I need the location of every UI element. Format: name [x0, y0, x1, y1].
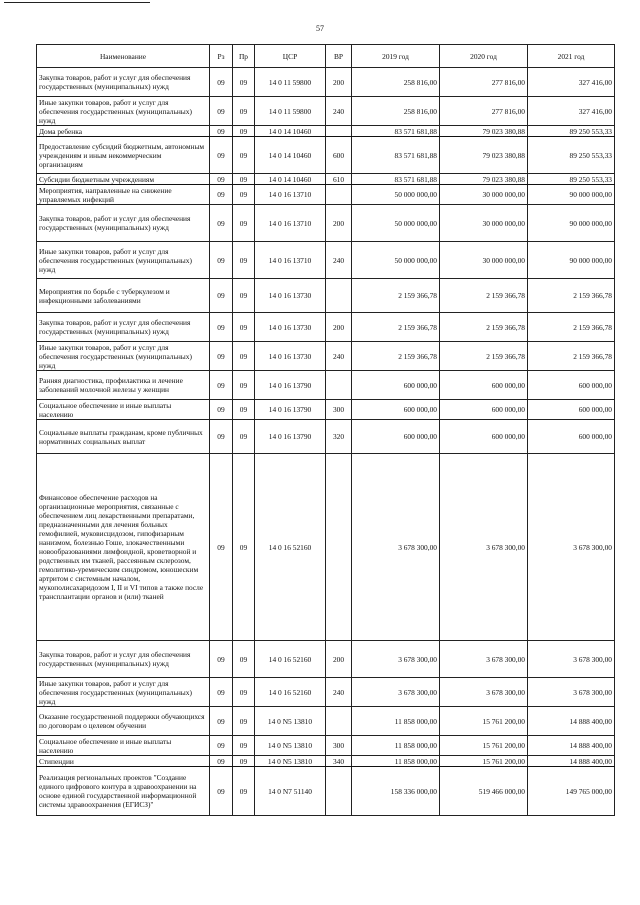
table-cell-2020: 30 000 000,00: [440, 185, 528, 205]
table-cell-pr: 09: [233, 454, 255, 641]
table-cell-2020: 15 761 200,00: [440, 707, 528, 736]
table-cell-2021: 600 000,00: [528, 400, 615, 420]
table-cell-name: Закупка товаров, работ и услуг для обеспечения государственных (муниципальных) нужд: [37, 313, 210, 342]
table-cell-vr: [326, 185, 352, 205]
table-cell-2019: 50 000 000,00: [352, 205, 440, 242]
table-cell-2019: 600 000,00: [352, 371, 440, 400]
table-row: [37, 420, 615, 454]
table-cell-vr: 600: [326, 137, 352, 174]
table-cell-rz: 09: [210, 137, 233, 174]
table-row: [37, 767, 615, 816]
table-row: [37, 707, 615, 736]
table-cell-rz: 09: [210, 400, 233, 420]
table-cell-vr: 240: [326, 97, 352, 126]
budget-table: [36, 44, 615, 816]
table-cell-pr: 09: [233, 400, 255, 420]
table-cell-2021: 600 000,00: [528, 420, 615, 454]
table-cell-2021: 327 416,00: [528, 97, 615, 126]
table-cell-csr: 14 0 16 13710: [255, 205, 326, 242]
table-cell-vr: [326, 767, 352, 816]
table-cell-csr: 14 0 16 13790: [255, 400, 326, 420]
top-rule: [4, 2, 150, 3]
table-cell-csr: 14 0 16 52160: [255, 678, 326, 707]
table-row: [37, 756, 615, 767]
table-cell-2020: 2 159 366,78: [440, 279, 528, 313]
table-cell-2021: 149 765 000,00: [528, 767, 615, 816]
table-cell-name: Социальное обеспечение и иные выплаты населению: [37, 400, 210, 420]
table-cell-2021: 327 416,00: [528, 68, 615, 97]
table-cell-2019: 3 678 300,00: [352, 454, 440, 641]
table-cell-vr: [326, 371, 352, 400]
table-cell-csr: 14 0 N5 13810: [255, 707, 326, 736]
table-cell-2019: 158 336 000,00: [352, 767, 440, 816]
table-cell-2021: 89 250 553,33: [528, 126, 615, 137]
table-cell-csr: 14 0 N5 13810: [255, 756, 326, 767]
table-row: [37, 137, 615, 174]
table-cell-2020: 3 678 300,00: [440, 678, 528, 707]
table-row: [37, 174, 615, 185]
table-cell-pr: 09: [233, 678, 255, 707]
table-cell-name: Дома ребенка: [37, 126, 210, 137]
table-cell-2021: 89 250 553,33: [528, 174, 615, 185]
table-body: [37, 68, 615, 816]
table-cell-rz: 09: [210, 205, 233, 242]
table-cell-2019: 50 000 000,00: [352, 185, 440, 205]
table-cell-vr: 300: [326, 400, 352, 420]
header-rz: Рз: [210, 45, 233, 68]
table-cell-2019: 2 159 366,78: [352, 342, 440, 371]
table-cell-2019: 2 159 366,78: [352, 279, 440, 313]
table-cell-name: Иные закупки товаров, работ и услуг для обеспечения государственных (муниципальных) нужд: [37, 242, 210, 279]
table-row: [37, 454, 615, 641]
table-cell-2019: 600 000,00: [352, 400, 440, 420]
table-cell-pr: 09: [233, 371, 255, 400]
table-row: [37, 68, 615, 97]
table-cell-2019: 258 816,00: [352, 97, 440, 126]
table-cell-2019: 3 678 300,00: [352, 641, 440, 678]
table-cell-2021: 2 159 366,78: [528, 313, 615, 342]
table-cell-rz: 09: [210, 68, 233, 97]
table-cell-csr: 14 0 16 52160: [255, 454, 326, 641]
table-cell-pr: 09: [233, 736, 255, 756]
table-cell-csr: 14 0 N5 13810: [255, 736, 326, 756]
table-cell-2019: 2 159 366,78: [352, 313, 440, 342]
table-cell-2020: 30 000 000,00: [440, 242, 528, 279]
table-cell-csr: 14 0 16 13730: [255, 313, 326, 342]
table-cell-2020: 15 761 200,00: [440, 736, 528, 756]
table-cell-name: Закупка товаров, работ и услуг для обеспечения государственных (муниципальных) нужд: [37, 641, 210, 678]
table-cell-name: Закупка товаров, работ и услуг для обеспечения государственных (муниципальных) нужд: [37, 205, 210, 242]
table-row: [37, 279, 615, 313]
table-cell-2020: 600 000,00: [440, 371, 528, 400]
header-2021: 2021 год: [528, 45, 615, 68]
table-cell-rz: 09: [210, 174, 233, 185]
table-row: [37, 371, 615, 400]
table-cell-pr: 09: [233, 313, 255, 342]
header-csr: ЦСР: [255, 45, 326, 68]
table-cell-rz: 09: [210, 279, 233, 313]
table-cell-name: Оказание государственной поддержки обучающихся по договорам о целевом обучении: [37, 707, 210, 736]
table-row: [37, 736, 615, 756]
table-cell-rz: 09: [210, 371, 233, 400]
table-cell-vr: 200: [326, 68, 352, 97]
table-cell-2020: 15 761 200,00: [440, 756, 528, 767]
table-cell-2019: 11 858 000,00: [352, 736, 440, 756]
table-cell-pr: 09: [233, 205, 255, 242]
table-cell-name: Стипендии: [37, 756, 210, 767]
table-cell-rz: 09: [210, 97, 233, 126]
table-cell-2021: 3 678 300,00: [528, 641, 615, 678]
table-cell-pr: 09: [233, 756, 255, 767]
table-cell-2020: 600 000,00: [440, 420, 528, 454]
table-row: [37, 185, 615, 205]
table-cell-pr: 09: [233, 279, 255, 313]
table-row: [37, 97, 615, 126]
table-cell-pr: 09: [233, 68, 255, 97]
table-cell-vr: [326, 126, 352, 137]
table-cell-2020: 277 816,00: [440, 97, 528, 126]
table-cell-pr: 09: [233, 185, 255, 205]
table-cell-name: Мероприятия по борьбе с туберкулезом и инфекционными заболеваниями: [37, 279, 210, 313]
table-cell-2019: 83 571 681,88: [352, 126, 440, 137]
table-row: [37, 641, 615, 678]
table-cell-2020: 519 466 000,00: [440, 767, 528, 816]
table-cell-2021: 3 678 300,00: [528, 454, 615, 641]
table-cell-2020: 30 000 000,00: [440, 205, 528, 242]
table-cell-vr: 200: [326, 205, 352, 242]
table-cell-2021: 90 000 000,00: [528, 242, 615, 279]
header-name: Наименование: [37, 45, 210, 68]
table-cell-vr: 200: [326, 313, 352, 342]
table-cell-pr: 09: [233, 126, 255, 137]
header-vr: ВР: [326, 45, 352, 68]
table-cell-rz: 09: [210, 678, 233, 707]
table-cell-2019: 600 000,00: [352, 420, 440, 454]
table-row: [37, 342, 615, 371]
table-cell-name: Мероприятия, направленные на снижение управляемых инфекций: [37, 185, 210, 205]
table-cell-vr: 240: [326, 678, 352, 707]
table-row: [37, 205, 615, 242]
table-cell-vr: 300: [326, 736, 352, 756]
table-cell-csr: 14 0 14 10460: [255, 174, 326, 185]
table-cell-2020: 3 678 300,00: [440, 454, 528, 641]
table-cell-2021: 2 159 366,78: [528, 279, 615, 313]
table-cell-name: Иные закупки товаров, работ и услуг для обеспечения государственных (муниципальных) нужд: [37, 342, 210, 371]
table-row: [37, 313, 615, 342]
table-cell-pr: 09: [233, 137, 255, 174]
table-cell-2021: 14 888 400,00: [528, 707, 615, 736]
table-cell-csr: 14 0 16 13730: [255, 279, 326, 313]
table-cell-name: Предоставление субсидий бюджетным, автономным учреждениям и иным некоммерческим организациям: [37, 137, 210, 174]
table-cell-rz: 09: [210, 420, 233, 454]
table-row: [37, 126, 615, 137]
table-cell-csr: 14 0 14 10460: [255, 126, 326, 137]
table-cell-pr: 09: [233, 97, 255, 126]
table-cell-pr: 09: [233, 641, 255, 678]
table-cell-name: Иные закупки товаров, работ и услуг для обеспечения государственных (муниципальных) нужд: [37, 678, 210, 707]
table-cell-2021: 3 678 300,00: [528, 678, 615, 707]
table-cell-2019: 258 816,00: [352, 68, 440, 97]
table-cell-2019: 11 858 000,00: [352, 756, 440, 767]
table-cell-rz: 09: [210, 707, 233, 736]
table-cell-csr: 14 0 11 59800: [255, 97, 326, 126]
table-cell-name: Реализация региональных проектов "Создание единого цифрового контура в здравоохранении на основе единой государственной информационной системы здравоохранения (ЕГИСЗ)": [37, 767, 210, 816]
table-cell-pr: 09: [233, 174, 255, 185]
table-cell-2020: 79 023 380,88: [440, 137, 528, 174]
table-cell-2019: 11 858 000,00: [352, 707, 440, 736]
table-cell-vr: 320: [326, 420, 352, 454]
page-number: 57: [316, 24, 324, 33]
table-cell-2021: 89 250 553,33: [528, 137, 615, 174]
table-cell-name: Субсидии бюджетным учреждениям: [37, 174, 210, 185]
table-cell-rz: 09: [210, 242, 233, 279]
table-cell-pr: 09: [233, 342, 255, 371]
table-cell-rz: 09: [210, 313, 233, 342]
table-cell-csr: 14 0 16 13790: [255, 420, 326, 454]
table-cell-name: Закупка товаров, работ и услуг для обеспечения государственных (муниципальных) нужд: [37, 68, 210, 97]
table-cell-2020: 600 000,00: [440, 400, 528, 420]
table-cell-2021: 90 000 000,00: [528, 185, 615, 205]
table-cell-2021: 2 159 366,78: [528, 342, 615, 371]
table-cell-name: Социальное обеспечение и иные выплаты населению: [37, 736, 210, 756]
table-row: [37, 400, 615, 420]
table-cell-2019: 50 000 000,00: [352, 242, 440, 279]
header-pr: Пр: [233, 45, 255, 68]
table-cell-vr: 240: [326, 342, 352, 371]
table-cell-csr: 14 0 N7 51140: [255, 767, 326, 816]
table-row: [37, 242, 615, 279]
table-cell-2021: 90 000 000,00: [528, 205, 615, 242]
table-cell-csr: 14 0 16 13790: [255, 371, 326, 400]
table-cell-rz: 09: [210, 767, 233, 816]
header-2019: 2019 год: [352, 45, 440, 68]
table-cell-csr: 14 0 16 13710: [255, 185, 326, 205]
table-cell-2020: 2 159 366,78: [440, 342, 528, 371]
table-cell-2021: 14 888 400,00: [528, 736, 615, 756]
table-cell-vr: 200: [326, 641, 352, 678]
table-cell-rz: 09: [210, 756, 233, 767]
table-cell-name: Социальные выплаты гражданам, кроме публичных нормативных социальных выплат: [37, 420, 210, 454]
table-cell-pr: 09: [233, 242, 255, 279]
table-cell-vr: [326, 454, 352, 641]
table-cell-2020: 277 816,00: [440, 68, 528, 97]
table-cell-rz: 09: [210, 342, 233, 371]
table-cell-2020: 79 023 380,88: [440, 174, 528, 185]
table-cell-2019: 3 678 300,00: [352, 678, 440, 707]
table-cell-name: Ранняя диагностика, профилактика и лечение заболеваний молочной железы у женщин: [37, 371, 210, 400]
table-cell-vr: [326, 707, 352, 736]
table-cell-name: Финансовое обеспечение расходов на организационные мероприятия, связанные с обеспечением лиц лекарственными препаратами, предназначенными для лечения больных гемофилией, муковисцидозом, гипофизарным нанизмом, болезнью Гоше, злокачественными новообразованиями лимфоидной, кроветворной и родственных им тканей, рассеянным склерозом, гемолитико-уремическим синдромом, юношеским артритом с системным началом, мукополисахаридозом I, II и VI типов а также после трансплантации органов и (или) тканей: [37, 454, 210, 641]
table-cell-rz: 09: [210, 736, 233, 756]
table-cell-2019: 83 571 681,88: [352, 137, 440, 174]
table-cell-rz: 09: [210, 126, 233, 137]
header-2020: 2020 год: [440, 45, 528, 68]
table-cell-rz: 09: [210, 641, 233, 678]
table-cell-csr: 14 0 16 52160: [255, 641, 326, 678]
table-header-row: [37, 45, 615, 68]
table-cell-pr: 09: [233, 707, 255, 736]
table-cell-name: Иные закупки товаров, работ и услуг для обеспечения государственных (муниципальных) нужд: [37, 97, 210, 126]
table-cell-pr: 09: [233, 420, 255, 454]
table-cell-2019: 83 571 681,88: [352, 174, 440, 185]
table-cell-2020: 79 023 380,88: [440, 126, 528, 137]
table-cell-csr: 14 0 16 13710: [255, 242, 326, 279]
table-cell-rz: 09: [210, 185, 233, 205]
table-cell-csr: 14 0 11 59800: [255, 68, 326, 97]
table-cell-2021: 600 000,00: [528, 371, 615, 400]
table-cell-2020: 3 678 300,00: [440, 641, 528, 678]
table-row: [37, 678, 615, 707]
table-cell-csr: 14 0 14 10460: [255, 137, 326, 174]
table-cell-vr: 340: [326, 756, 352, 767]
table-cell-vr: [326, 279, 352, 313]
table-cell-pr: 09: [233, 767, 255, 816]
table-cell-csr: 14 0 16 13730: [255, 342, 326, 371]
table-cell-2021: 14 888 400,00: [528, 756, 615, 767]
table-cell-2020: 2 159 366,78: [440, 313, 528, 342]
table-cell-vr: 610: [326, 174, 352, 185]
table-cell-vr: 240: [326, 242, 352, 279]
table-cell-rz: 09: [210, 454, 233, 641]
